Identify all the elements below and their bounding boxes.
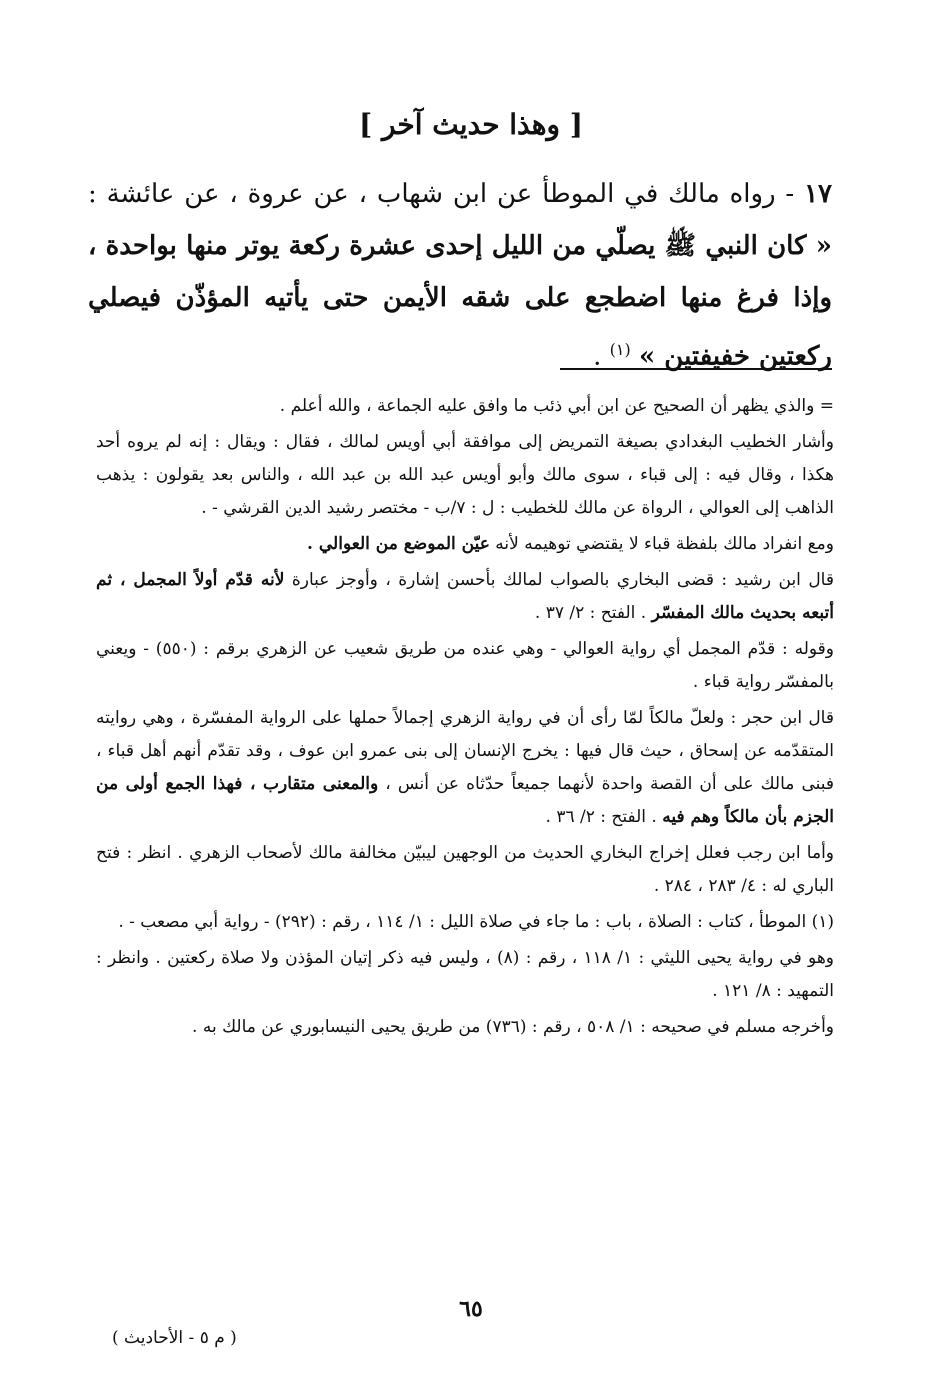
note-paragraph (96, 564, 834, 630)
page-number: ٦٥ (459, 1296, 483, 1322)
note-emphasis: لأنه قدّم أولاً المجمل ، ثم أتبعه بحديث مالك المفسّر (96, 570, 834, 623)
note-text: قال ابن رشيد : قضى البخاري بالصواب لمالك بأحسن إشارة ، وأوجز عبارة (284, 570, 834, 590)
footnote-divider (560, 368, 832, 370)
note-paragraph: وأخرجه مسلم في صحيحه : ١/ ٥٠٨ ، رقم : (٧٣٦) من طريق يحيى النيسابوري عن مالك به . (192, 1017, 834, 1037)
note-paragraph: وأشار الخطيب البغدادي بصيغة التمريض إلى موافقة أبي أويس لمالك ، فقال : ويقال : إنه لم يروه أحد هكذا ، وقال فيه : إلى قباء ، سوى مالك وأبو أويس عبد الله بن عبد الله ، والناس بعد يقولون : يذهب الذاهب إلى العوالي ، الرواة عن مالك للخطيب : ل : ٧/ب - مختصر رشيد الدين القرشي - . (96, 432, 834, 518)
note-text: . الفتح : ٢/ ٣٧ . (534, 603, 652, 623)
hadith-end: . (593, 341, 602, 372)
note-paragraph: وقوله : قدّم المجمل أي رواية العوالي - وهي عنده من طريق شعيب عن الزهري برقم : (٥٥٠) - ويعني بالمفسّر رواية قباء . (96, 639, 834, 692)
hadith-intro: - رواه مالك في الموطأ عن ابن شهاب ، عن عروة ، عن عائشة : (88, 179, 795, 209)
note-text: . الفتح : ٢/ ٣٦ . (545, 807, 663, 827)
section-heading: [ وهذا حديث آخر ] (358, 108, 584, 141)
footnotes (96, 390, 834, 1047)
note-emphasis: والمعنى متقارب ، فهذا الجمع أولى من الجزم بأن مالكاً وهم فيه (96, 774, 834, 827)
note-paragraph: = والذي يظهر أن الصحيح عن ابن أبي ذئب ما وافق عليه الجماعة ، والله أعلم . (279, 396, 834, 416)
hadith-text (88, 168, 832, 383)
note-paragraph: (١) الموطأ ، كتاب : الصلاة ، باب : ما جاء في صلاة الليل : ١/ ١١٤ ، رقم : (٢٩٢) - رواية أبي مصعب - . (118, 912, 834, 932)
hadith-quote: « كان النبي ﷺ يصلّي من الليل إحدى عشرة ركعة يوتر منها بواحدة ، وإذا فرغ منها اضطجع على شقه الأيمن حتى يأتيه المؤذّن فيصلي ركعتين خفيفتين » (88, 231, 832, 372)
note-text: ومع انفراد مالك بلفظة قباء لا يقتضي توهيمه لأنه (489, 534, 834, 554)
footnote-ref: (١) (609, 340, 631, 359)
note-paragraph (96, 702, 834, 834)
note-paragraph: وأما ابن رجب فعلل إخراج البخاري الحديث من الوجهين ليبيّن مخالفة مالك لأصحاب الزهري . انظر : فتح الباري له : ٤/ ٢٨٣ ، ٢٨٤ . (96, 843, 834, 896)
note-emphasis: عيّن الموضع من العوالي . (307, 534, 490, 554)
note-text: قال ابن حجر : ولعلّ مالكاً لمّا رأى أن في رواية الزهري إجمالاً حملها على الرواية المفسّرة ، وهي روايته المتقدّمه عن إسحاق ، حيث قال فيها : يخرج الإنسان إلى بنى عمرو ابن عوف ، وقد تقدّم أنهم أهل قباء ، فبنى مالك على أن القصة واحدة لأنهما جميعاً حدّثاه عن أنس ، (96, 708, 835, 794)
hadith-number: ١٧ (804, 179, 832, 209)
signature-mark: ( م ٥ - الأحاديث ) (112, 1328, 237, 1348)
note-paragraph: وهو في رواية يحيى الليثي : ١/ ١١٨ ، رقم : (٨) ، وليس فيه ذكر إتيان المؤذن ولا صلاة ركعتين . وانظر : التمهيد : ٨/ ١٢١ . (96, 948, 834, 1001)
note-paragraph (96, 528, 834, 561)
